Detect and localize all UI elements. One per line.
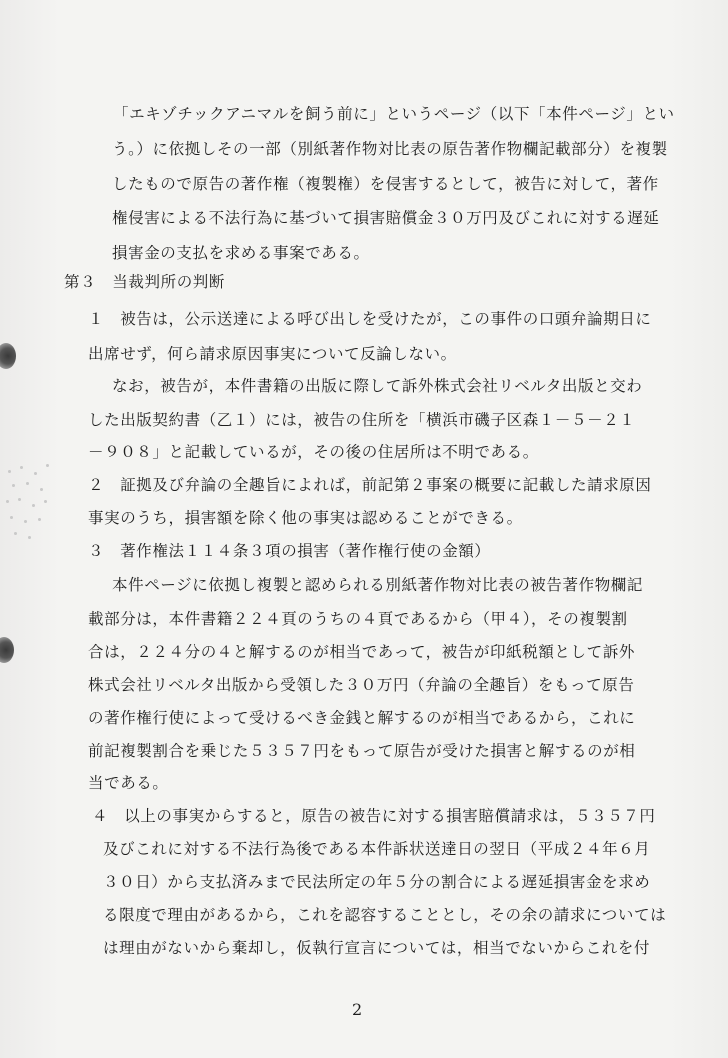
section-heading: 第３ 当裁判所の判断: [64, 273, 226, 291]
text-line: なお，被告が，本件書籍の出版に際して訴外株式会社リベルタ出版と交わ: [112, 377, 643, 395]
text-line: は理由がないから棄却し，仮執行宣言については，相当でないからこれを付: [103, 939, 651, 957]
text-line: の著作権行使によって受けるべき金銭と解するのが相当であるから，これに: [88, 709, 636, 727]
text-line: 事実のうち，損害額を除く他の事実は認めることができる。: [88, 509, 523, 527]
text-line: る限度で理由があるから，これを認容することとし，その余の請求については: [103, 906, 667, 924]
text-line: 載部分は，本件書籍２２４頁のうちの４頁であるから（甲４），その複製割: [88, 610, 628, 628]
text-line: した出版契約書（乙１）には，被告の住所を「横浜市磯子区森１－５－２１: [88, 411, 636, 429]
text-line: 当である。: [88, 774, 169, 792]
punch-hole-bottom: [0, 637, 14, 663]
text-line: １ 被告は，公示送達による呼び出しを受けたが，この事件の口頭弁論期日に: [88, 310, 652, 328]
text-line: ２ 証拠及び弁論の全趣旨によれば，前記第２事案の概要に記載した請求原因: [88, 476, 652, 494]
text-line: 及びこれに対する不法行為後である本件訴状送達日の翌日（平成２４年６月: [103, 840, 651, 858]
page-number: 2: [352, 1000, 363, 1019]
text-line: 権侵害による不法行為に基づいて損害賠償金３０万円及びこれに対する遅延: [112, 209, 660, 227]
text-line: 損害金の支払を求める事案である。: [112, 244, 370, 262]
text-line: 株式会社リベルタ出版から受領した３０万円（弁論の全趣旨）をもって原告: [88, 676, 635, 694]
text-line: したもので原告の著作権（複製権）を侵害するとして，被告に対して，著作: [112, 175, 659, 193]
text-line: ４ 以上の事実からすると，原告の被告に対する損害賠償請求は，５３５７円: [92, 807, 656, 825]
text-line: 前記複製割合を乗じた５３５７円をもって原告が受けた損害と解するのが相: [88, 742, 636, 760]
text-line: 本件ページに依拠し複製と認められる別紙著作物対比表の被告著作物欄記: [112, 576, 643, 594]
text-line: 出席せず，何ら請求原因事実について反論しない。: [88, 345, 457, 363]
text-line: 合は，２２４分の４と解するのが相当であって，被告が印紙税額として訴外: [88, 643, 635, 661]
text-line: う。）に依拠しその一部（別紙著作物対比表の原告著作物欄記載部分）を複製: [112, 140, 668, 158]
text-line: 「エキゾチックアニマルを飼う前に」というページ（以下「本件ページ」とい: [113, 105, 675, 123]
text-line: －９０８」と記載しているが，その後の住居所は不明である。: [88, 443, 539, 461]
text-line: ３ 著作権法１１４条３項の損害（著作権行使の金額）: [88, 542, 491, 560]
punch-hole-top: [0, 343, 16, 369]
text-line: ３０日）から支払済みまで民法所定の年５分の割合による遅延損害金を求め: [103, 873, 651, 891]
paper-texture-dots: [0, 460, 60, 550]
